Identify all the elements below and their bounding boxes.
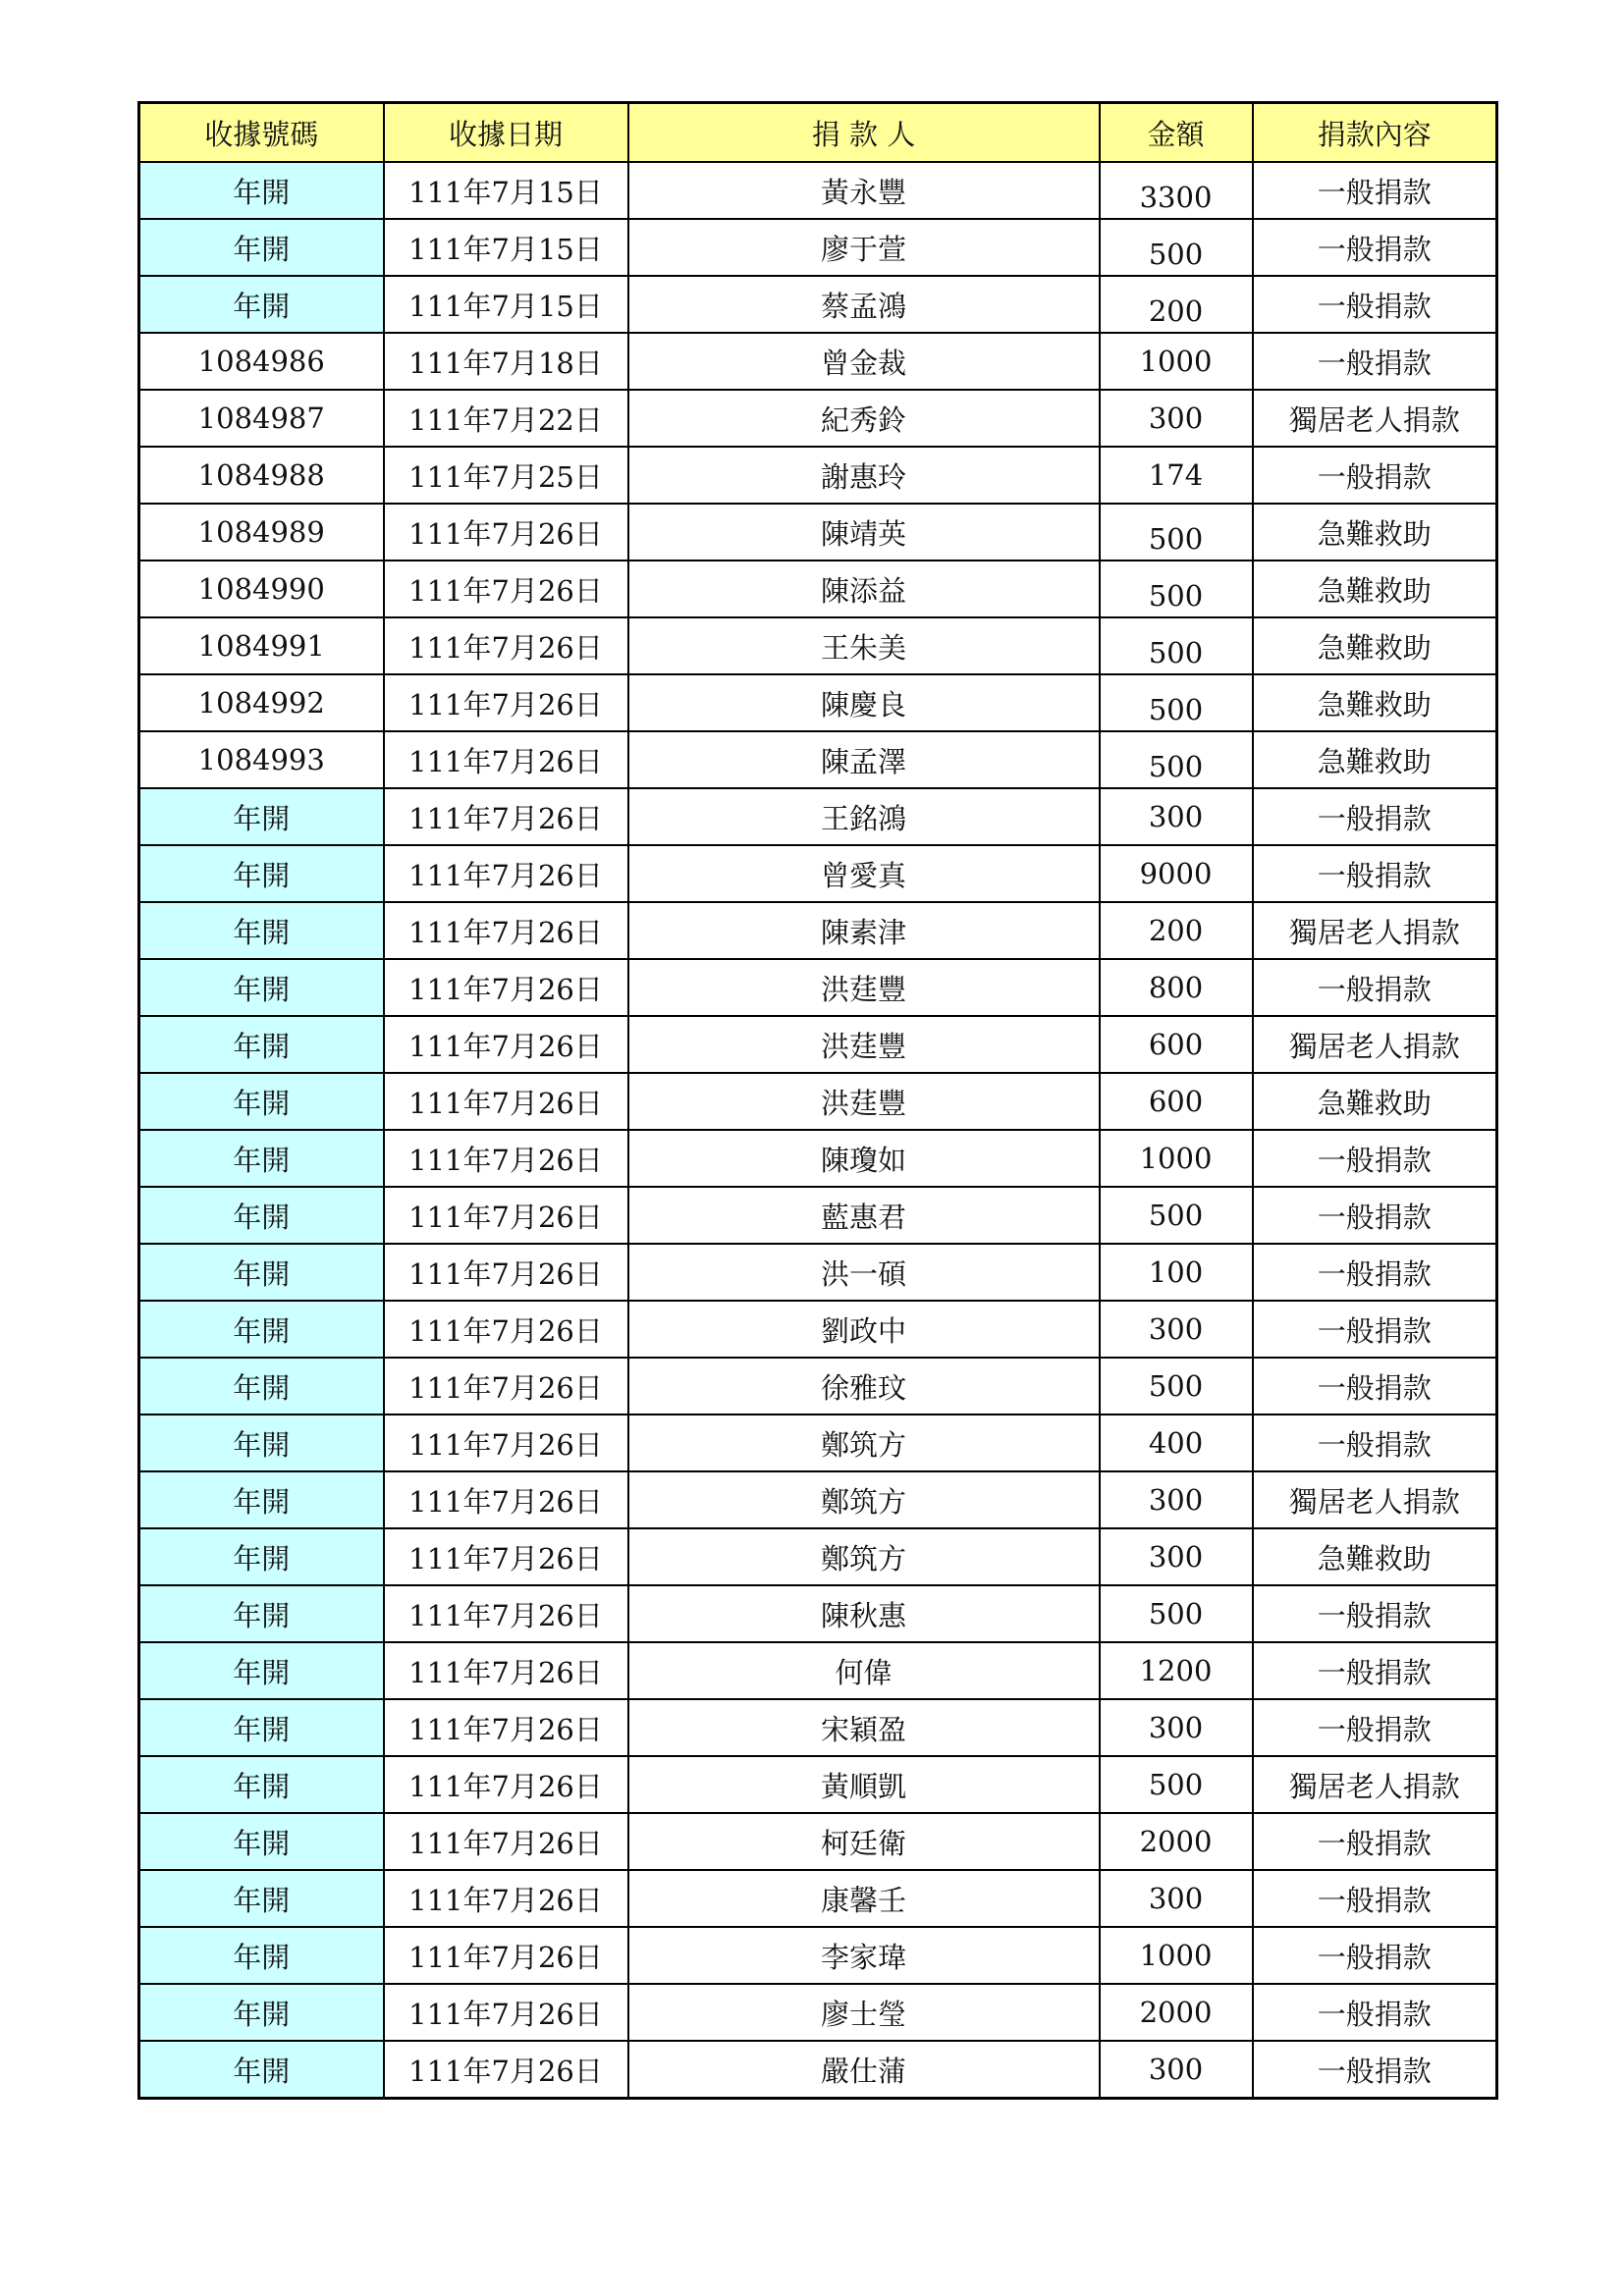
amount-cell: 800 [1100, 959, 1253, 1016]
date-cell: 111年7月15日 [384, 219, 628, 276]
donor-cell: 藍惠君 [628, 1187, 1100, 1244]
amount-cell: 300 [1100, 1301, 1253, 1358]
donor-cell: 陳瓊如 [628, 1130, 1100, 1187]
amount-cell: 300 [1100, 1699, 1253, 1756]
donor-cell: 宋穎盈 [628, 1699, 1100, 1756]
purpose-cell: 一般捐款 [1253, 162, 1497, 219]
receipt-cell: 年開 [139, 1415, 384, 1471]
donor-cell: 陳添益 [628, 561, 1100, 617]
purpose-cell: 一般捐款 [1253, 1984, 1497, 2041]
donor-cell: 陳靖英 [628, 504, 1100, 561]
table-row [139, 1927, 1497, 1984]
donor-cell: 鄭筑方 [628, 1415, 1100, 1471]
receipt-cell: 年開 [139, 1813, 384, 1870]
table-row [139, 561, 1497, 617]
date-cell: 111年7月26日 [384, 504, 628, 561]
purpose-cell: 一般捐款 [1253, 1585, 1497, 1642]
date-cell: 111年7月26日 [384, 1016, 628, 1073]
date-cell: 111年7月26日 [384, 1244, 628, 1301]
purpose-cell: 一般捐款 [1253, 959, 1497, 1016]
receipt-cell: 年開 [139, 1471, 384, 1528]
table-row [139, 1073, 1497, 1130]
amount-cell: 600 [1100, 1016, 1253, 1073]
purpose-cell: 急難救助 [1253, 617, 1497, 674]
receipt-cell: 年開 [139, 1756, 384, 1813]
amount-cell: 500 [1100, 731, 1253, 788]
table-row [139, 674, 1497, 731]
date-cell: 111年7月26日 [384, 1813, 628, 1870]
table-row [139, 959, 1497, 1016]
receipt-cell: 年開 [139, 1585, 384, 1642]
donor-cell: 洪莛豐 [628, 959, 1100, 1016]
purpose-cell: 獨居老人捐款 [1253, 1756, 1497, 1813]
receipt-cell: 1084986 [139, 333, 384, 390]
date-cell: 111年7月26日 [384, 561, 628, 617]
date-cell: 111年7月26日 [384, 902, 628, 959]
date-cell: 111年7月26日 [384, 1358, 628, 1415]
donor-cell: 洪莛豐 [628, 1073, 1100, 1130]
purpose-cell: 急難救助 [1253, 1528, 1497, 1585]
date-cell: 111年7月26日 [384, 1471, 628, 1528]
amount-cell: 1000 [1100, 1927, 1253, 1984]
donation-table [137, 101, 1498, 2100]
receipt-cell: 1084989 [139, 504, 384, 561]
receipt-cell: 年開 [139, 788, 384, 845]
table-body [139, 162, 1497, 2099]
amount-cell: 300 [1100, 788, 1253, 845]
amount-cell: 300 [1100, 1471, 1253, 1528]
receipt-cell: 年開 [139, 1528, 384, 1585]
receipt-cell: 年開 [139, 845, 384, 902]
table-row [139, 1642, 1497, 1699]
receipt-cell: 年開 [139, 1301, 384, 1358]
donor-cell: 黃永豐 [628, 162, 1100, 219]
donor-cell: 廖于萱 [628, 219, 1100, 276]
amount-cell: 174 [1100, 447, 1253, 504]
receipt-cell: 1084990 [139, 561, 384, 617]
receipt-cell: 年開 [139, 1699, 384, 1756]
purpose-cell: 一般捐款 [1253, 788, 1497, 845]
purpose-cell: 一般捐款 [1253, 1187, 1497, 1244]
receipt-cell: 1084991 [139, 617, 384, 674]
date-cell: 111年7月26日 [384, 788, 628, 845]
purpose-cell: 一般捐款 [1253, 1358, 1497, 1415]
purpose-cell: 急難救助 [1253, 561, 1497, 617]
receipt-cell: 年開 [139, 1870, 384, 1927]
table-row [139, 504, 1497, 561]
table-row [139, 1813, 1497, 1870]
donor-cell: 謝惠玲 [628, 447, 1100, 504]
date-cell: 111年7月26日 [384, 1187, 628, 1244]
header-donation-purpose: 捐款內容 [1253, 103, 1497, 163]
purpose-cell: 一般捐款 [1253, 276, 1497, 333]
table-row [139, 902, 1497, 959]
table-row [139, 1870, 1497, 1927]
purpose-cell: 急難救助 [1253, 674, 1497, 731]
donor-cell: 陳秋惠 [628, 1585, 1100, 1642]
date-cell: 111年7月25日 [384, 447, 628, 504]
amount-cell: 500 [1100, 561, 1253, 617]
receipt-cell: 年開 [139, 902, 384, 959]
receipt-cell: 年開 [139, 1073, 384, 1130]
receipt-cell: 年開 [139, 2041, 384, 2099]
donor-cell: 洪莛豐 [628, 1016, 1100, 1073]
donor-cell: 陳慶良 [628, 674, 1100, 731]
receipt-cell: 年開 [139, 162, 384, 219]
receipt-cell: 年開 [139, 1642, 384, 1699]
donor-cell: 康馨壬 [628, 1870, 1100, 1927]
purpose-cell: 一般捐款 [1253, 1927, 1497, 1984]
amount-cell: 1200 [1100, 1642, 1253, 1699]
table-row [139, 1016, 1497, 1073]
receipt-cell: 1084992 [139, 674, 384, 731]
date-cell: 111年7月26日 [384, 845, 628, 902]
receipt-cell: 年開 [139, 276, 384, 333]
receipt-cell: 1084993 [139, 731, 384, 788]
header-receipt-number: 收據號碼 [139, 103, 384, 163]
purpose-cell: 一般捐款 [1253, 1813, 1497, 1870]
table-row [139, 1471, 1497, 1528]
amount-cell: 400 [1100, 1415, 1253, 1471]
amount-cell: 200 [1100, 276, 1253, 333]
date-cell: 111年7月26日 [384, 959, 628, 1016]
receipt-cell: 1084988 [139, 447, 384, 504]
donor-cell: 何偉 [628, 1642, 1100, 1699]
table-row [139, 1415, 1497, 1471]
date-cell: 111年7月26日 [384, 1130, 628, 1187]
amount-cell: 100 [1100, 1244, 1253, 1301]
donor-cell: 廖士瑩 [628, 1984, 1100, 2041]
donor-cell: 陳素津 [628, 902, 1100, 959]
receipt-cell: 年開 [139, 1130, 384, 1187]
purpose-cell: 獨居老人捐款 [1253, 390, 1497, 447]
donor-cell: 黃順凱 [628, 1756, 1100, 1813]
amount-cell: 300 [1100, 1528, 1253, 1585]
table-row [139, 731, 1497, 788]
purpose-cell: 一般捐款 [1253, 1642, 1497, 1699]
amount-cell: 500 [1100, 1585, 1253, 1642]
date-cell: 111年7月26日 [384, 1984, 628, 2041]
table-row [139, 845, 1497, 902]
date-cell: 111年7月26日 [384, 617, 628, 674]
date-cell: 111年7月26日 [384, 1528, 628, 1585]
donor-cell: 嚴仕蒲 [628, 2041, 1100, 2099]
purpose-cell: 一般捐款 [1253, 1130, 1497, 1187]
purpose-cell: 一般捐款 [1253, 1699, 1497, 1756]
purpose-cell: 一般捐款 [1253, 1415, 1497, 1471]
purpose-cell: 急難救助 [1253, 504, 1497, 561]
date-cell: 111年7月26日 [384, 1756, 628, 1813]
date-cell: 111年7月26日 [384, 1642, 628, 1699]
table-row [139, 1585, 1497, 1642]
purpose-cell: 急難救助 [1253, 731, 1497, 788]
amount-cell: 500 [1100, 1756, 1253, 1813]
purpose-cell: 一般捐款 [1253, 219, 1497, 276]
header-row [139, 103, 1497, 163]
date-cell: 111年7月26日 [384, 1073, 628, 1130]
amount-cell: 300 [1100, 1870, 1253, 1927]
purpose-cell: 獨居老人捐款 [1253, 1016, 1497, 1073]
amount-cell: 500 [1100, 1358, 1253, 1415]
date-cell: 111年7月26日 [384, 1699, 628, 1756]
table-row [139, 1756, 1497, 1813]
table-row [139, 390, 1497, 447]
amount-cell: 2000 [1100, 1813, 1253, 1870]
donor-cell: 李家瑋 [628, 1927, 1100, 1984]
date-cell: 111年7月26日 [384, 674, 628, 731]
date-cell: 111年7月15日 [384, 276, 628, 333]
table-row [139, 447, 1497, 504]
table-row [139, 1358, 1497, 1415]
amount-cell: 500 [1100, 504, 1253, 561]
table-row [139, 2041, 1497, 2099]
amount-cell: 200 [1100, 902, 1253, 959]
amount-cell: 1000 [1100, 333, 1253, 390]
date-cell: 111年7月26日 [384, 1585, 628, 1642]
table-row [139, 219, 1497, 276]
receipt-cell: 年開 [139, 1244, 384, 1301]
donor-cell: 曾愛真 [628, 845, 1100, 902]
donor-cell: 鄭筑方 [628, 1528, 1100, 1585]
amount-cell: 600 [1100, 1073, 1253, 1130]
table-row [139, 162, 1497, 219]
table-row [139, 1187, 1497, 1244]
table-row [139, 1699, 1497, 1756]
donor-cell: 陳孟澤 [628, 731, 1100, 788]
table-row [139, 617, 1497, 674]
donor-cell: 鄭筑方 [628, 1471, 1100, 1528]
table-row [139, 1301, 1497, 1358]
date-cell: 111年7月26日 [384, 2041, 628, 2099]
date-cell: 111年7月26日 [384, 1301, 628, 1358]
purpose-cell: 一般捐款 [1253, 447, 1497, 504]
donor-cell: 王銘鴻 [628, 788, 1100, 845]
donor-cell: 劉政中 [628, 1301, 1100, 1358]
header-receipt-date: 收據日期 [384, 103, 628, 163]
donor-cell: 洪一碩 [628, 1244, 1100, 1301]
date-cell: 111年7月15日 [384, 162, 628, 219]
amount-cell: 9000 [1100, 845, 1253, 902]
donor-cell: 徐雅玟 [628, 1358, 1100, 1415]
header-amount: 金額 [1100, 103, 1253, 163]
table-row [139, 1984, 1497, 2041]
table-row [139, 333, 1497, 390]
purpose-cell: 一般捐款 [1253, 333, 1497, 390]
donor-cell: 曾金裁 [628, 333, 1100, 390]
amount-cell: 300 [1100, 390, 1253, 447]
table-row [139, 1528, 1497, 1585]
date-cell: 111年7月26日 [384, 731, 628, 788]
table-row [139, 1130, 1497, 1187]
header-donor: 捐 款 人 [628, 103, 1100, 163]
amount-cell: 1000 [1100, 1130, 1253, 1187]
amount-cell: 300 [1100, 2041, 1253, 2099]
receipt-cell: 年開 [139, 1927, 384, 1984]
receipt-cell: 年開 [139, 1984, 384, 2041]
donor-cell: 蔡孟鴻 [628, 276, 1100, 333]
date-cell: 111年7月26日 [384, 1927, 628, 1984]
receipt-cell: 年開 [139, 959, 384, 1016]
purpose-cell: 一般捐款 [1253, 1301, 1497, 1358]
purpose-cell: 急難救助 [1253, 1073, 1497, 1130]
amount-cell: 500 [1100, 617, 1253, 674]
donor-cell: 柯廷衛 [628, 1813, 1100, 1870]
purpose-cell: 獨居老人捐款 [1253, 1471, 1497, 1528]
donor-cell: 王朱美 [628, 617, 1100, 674]
receipt-cell: 年開 [139, 219, 384, 276]
donor-cell: 紀秀鈴 [628, 390, 1100, 447]
purpose-cell: 一般捐款 [1253, 1244, 1497, 1301]
date-cell: 111年7月22日 [384, 390, 628, 447]
purpose-cell: 獨居老人捐款 [1253, 902, 1497, 959]
amount-cell: 2000 [1100, 1984, 1253, 2041]
purpose-cell: 一般捐款 [1253, 1870, 1497, 1927]
date-cell: 111年7月26日 [384, 1870, 628, 1927]
receipt-cell: 1084987 [139, 390, 384, 447]
amount-cell: 500 [1100, 1187, 1253, 1244]
purpose-cell: 一般捐款 [1253, 845, 1497, 902]
receipt-cell: 年開 [139, 1358, 384, 1415]
receipt-cell: 年開 [139, 1187, 384, 1244]
table-row [139, 788, 1497, 845]
receipt-cell: 年開 [139, 1016, 384, 1073]
date-cell: 111年7月18日 [384, 333, 628, 390]
purpose-cell: 一般捐款 [1253, 2041, 1497, 2099]
table-row [139, 1244, 1497, 1301]
date-cell: 111年7月26日 [384, 1415, 628, 1471]
amount-cell: 500 [1100, 219, 1253, 276]
table-row [139, 276, 1497, 333]
amount-cell: 500 [1100, 674, 1253, 731]
amount-cell: 3300 [1100, 162, 1253, 219]
